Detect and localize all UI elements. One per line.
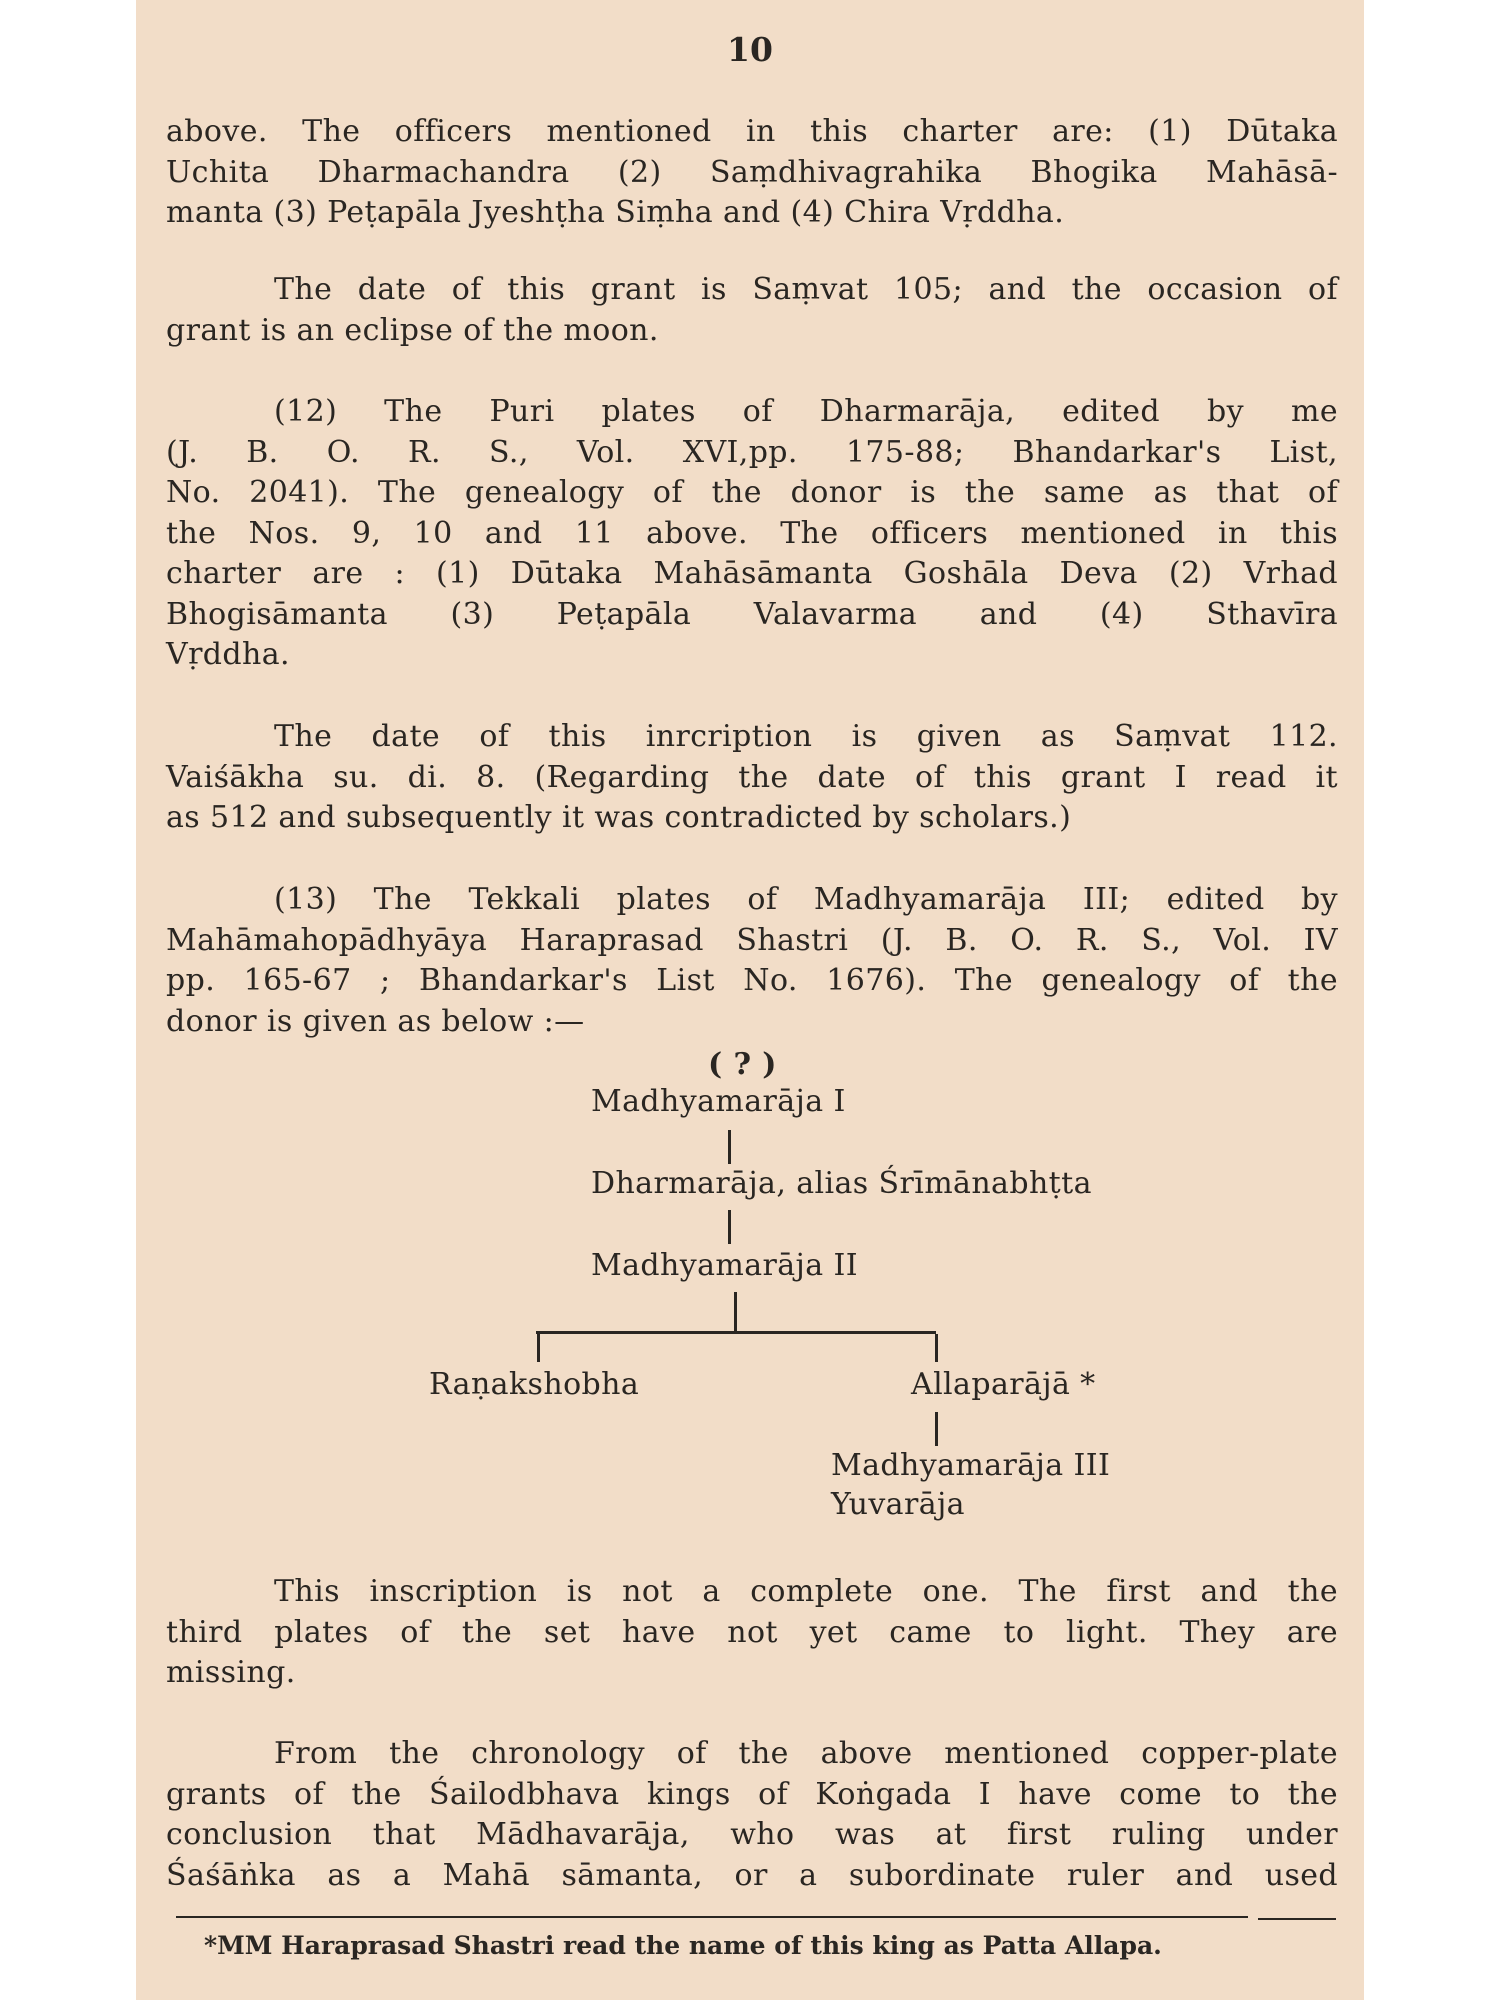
text-line: Mahāmahopādhyāya Haraprasad Shastri (J. B. O. R. S., Vol. IV [166,922,1338,958]
text-line: manta (3) Peṭapāla Jyeshṭha Siṃha and (4) Chira Vṛddha. [166,195,1065,230]
tree-connector [728,1130,731,1164]
book-page [136,0,1364,2000]
tree-node-madhyamaraja-1: Madhyamarāja I [591,1084,846,1119]
text-line: the Nos. 9, 10 and 11 above. The officers mentioned in this [166,515,1338,551]
text-line: third plates of the set have not yet came to light. They are [166,1614,1338,1650]
tree-node-allaparaja: Allaparājā * [911,1367,1096,1402]
text-line: Vaiśākha su. di. 8. (Regarding the date of this grant I read it [166,759,1338,795]
tree-node-madhyamaraja-2: Madhyamarāja II [591,1248,858,1283]
text-line: pp. 165-67 ; Bhandarkar's List No. 1676). The genealogy of the [166,963,1338,998]
tree-connector [935,1334,938,1362]
footnote: *MM Haraprasad Shastri read the name of this king as Patta Allapa. [204,1931,1162,1960]
footnote-rule-end [1258,1918,1336,1920]
paragraph-grant-date [166,270,1338,351]
text-line: grants of the Śailodbhava kings of Koṅgada I have come to the [166,1776,1338,1812]
text-line: The date of this inrcription is given as Saṃvat 112. [274,719,1338,754]
tree-node-yuvaraja: Yuvarāja [831,1487,965,1522]
text-line: above. The officers mentioned in this charter are: (1) Dūtaka [166,114,1338,149]
text-line: grant is an eclipse of the moon. [166,312,659,348]
text-line: charter are : (1) Dūtaka Mahāsāmanta Goshāla Deva (2) Vrhad [166,556,1338,591]
tree-connector [935,1412,938,1446]
text-line: donor is given as below :— [166,1003,585,1039]
text-line: (13) The Tekkali plates of Madhyamarāja III; edited by [274,882,1338,917]
tree-connector [734,1292,737,1334]
tree-connector [728,1210,731,1244]
text-line: No. 2041). The genealogy of the donor is the same as that of [166,475,1338,510]
text-line: Uchita Dharmachandra (2) Saṃdhivagrahika Bhogika Mahāsā- [166,154,1338,190]
tree-node-ranakshobha: Raṇakshobha [429,1367,640,1402]
tree-sibling-bar [536,1331,936,1334]
tree-connector [537,1334,540,1362]
paragraph-puri-plates [166,392,1338,676]
text-line: The date of this grant is Saṃvat 105; and the occasion of [274,272,1338,307]
text-line: Bhogisāmanta (3) Peṭapāla Valavarma and (4) Sthavīra [166,596,1338,632]
tree-node-madhyamaraja-3: Madhyamarāja III [831,1448,1111,1483]
page-number: 10 [727,30,773,69]
paragraph-inscription-date [166,717,1338,839]
text-line: (J. B. O. R. S., Vol. XVI,pp. 175-88; Bhandarkar's List, [166,434,1338,470]
paragraph-tekkali-plates [166,880,1338,1042]
text-line: missing. [166,1655,296,1690]
tree-uncertain-mark: ( ? ) [708,1047,777,1082]
footnote-rule [176,1916,1248,1918]
tree-node-dharmaraja: Dharmarāja, alias Śrīmānabhṭta [591,1166,1092,1201]
paragraph-chronology-conclusion [166,1734,1338,1896]
text-line: Vṛddha. [166,637,290,672]
text-line: conclusion that Mādhavarāja, who was at first ruling under [166,1817,1338,1852]
text-line: From the chronology of the above mentioned copper-plate [274,1736,1338,1771]
paragraph-officers-charter [166,112,1338,234]
text-line: Śaśāṅka as a Mahā sāmanta, or a subordinate ruler and used [166,1857,1338,1893]
text-line: (12) The Puri plates of Dharmarāja, edited by me [274,394,1338,429]
text-line: This inscription is not a complete one. The first and the [274,1574,1338,1609]
text-line: as 512 and subsequently it was contradicted by scholars.) [166,800,1072,835]
paragraph-incomplete-inscription [166,1572,1338,1694]
